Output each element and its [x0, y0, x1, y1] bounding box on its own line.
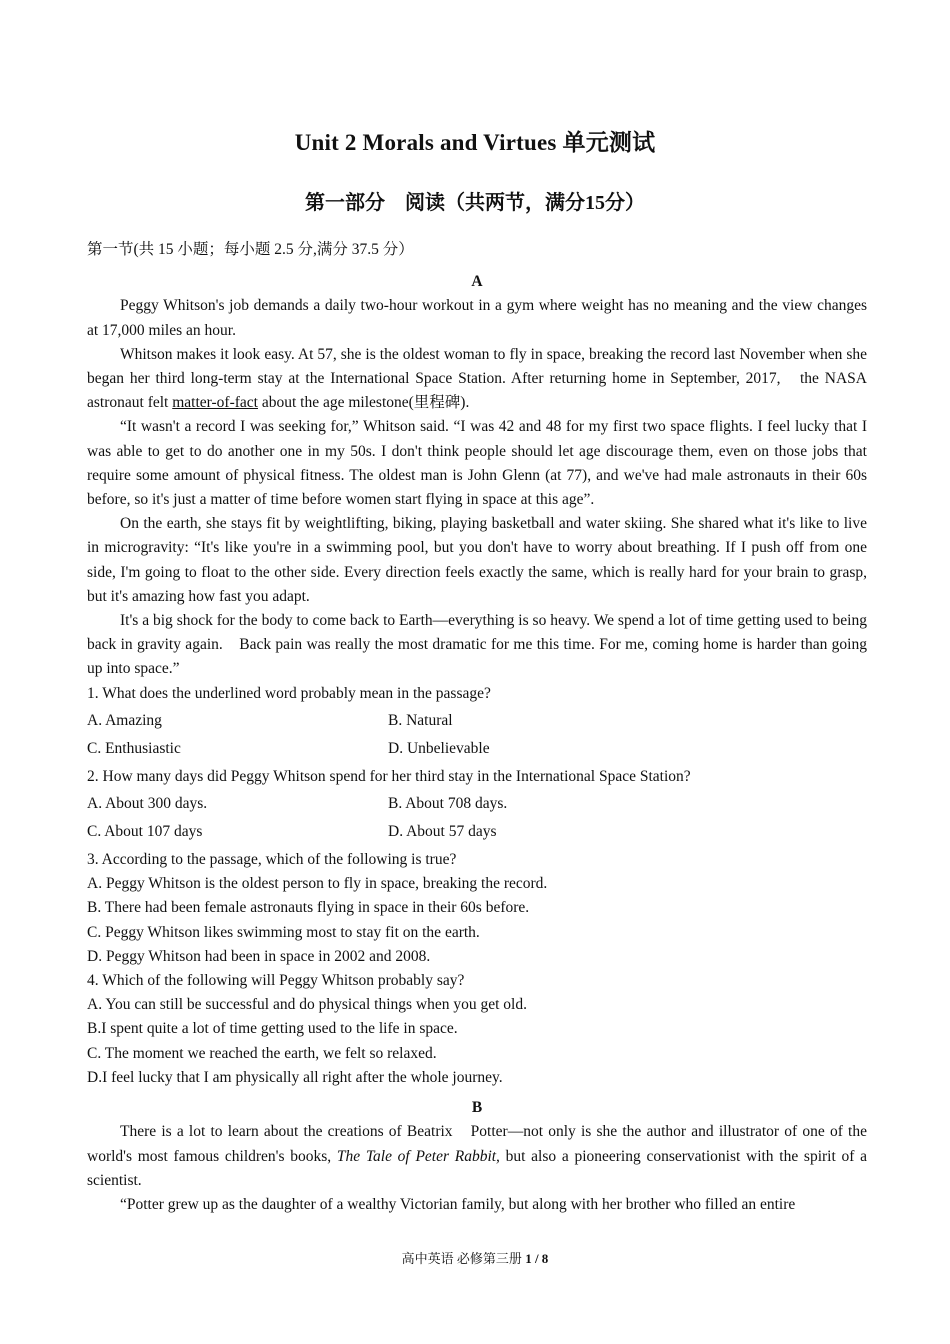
paragraph-text: Whitson makes it look easy. At 57, she is the oldest woman to fly in space, breaking the record last November when she began her third long-term stay at the International Space Station. After returning home in September, 2017, the NASA astronaut felt — [87, 345, 867, 412]
option-b: B. Natural — [388, 712, 453, 730]
passage-b-paragraph: “Potter grew up as the daughter of a wealthy Victorian family, but along with her brother who filled an entire — [120, 1195, 796, 1213]
passage-a-paragraph — [87, 343, 867, 416]
option-a: A. You can still be successful and do physical things when you get old. — [87, 996, 527, 1014]
option-row — [87, 709, 867, 734]
option-d: D. Unbelievable — [388, 740, 490, 758]
page-footer — [0, 1248, 950, 1267]
option-b: B. There had been female astronauts flying in space in their 60s before. — [87, 899, 530, 917]
option-c: C. About 107 days — [87, 823, 203, 841]
passage-a-paragraph: Peggy Whitson's job demands a daily two-hour workout in a gym where weight has no meaning and the view changes at 17,000 miles an hour. — [87, 297, 867, 339]
passage-a-paragraph: On the earth, she stays fit by weightlifting, biking, playing basketball and water skiing. She shared what it's like to live in microgravity: “It's like you're in a swimming pool, but you don't have to worry about breathing. If I push off from one side, I'm going to float to the other side. Every direction feels exactly the same, which is really hard for your brain to grasp, but it's amazing how fast you adapt. — [87, 515, 867, 605]
option-a: A. Amazing — [87, 712, 162, 730]
passage-a-paragraph: “It wasn't a record I was seeking for,” Whitson said. “I was 42 and 48 for my first two space flights. I feel lucky that I was able to get to do another one in my 50s. I don't think people should let age discourage them, even on those jobs that require some amount of physical fitness. The oldest man is John Glenn (at 77), and we've had male astronauts in their 60s before, so it's just a matter of time before women start flying in space at this age”. — [87, 418, 867, 509]
option-d: D. About 57 days — [388, 823, 497, 841]
passage-b-label: B — [471, 1099, 483, 1117]
paragraph-text: There is a lot to learn about the creations of Beatrix Potter—not only is she the author and illustrator of one of the world's most famous children's books, — [87, 1123, 867, 1165]
passage-a-label: A — [471, 273, 483, 291]
option-b: B. About 708 days. — [388, 795, 508, 813]
book-title: The Tale of Peter Rabbit, — [336, 1147, 500, 1165]
paragraph-text: about the age milestone(里程碑). — [257, 394, 470, 412]
option-row — [87, 792, 867, 817]
option-c: C. The moment we reached the earth, we felt so relaxed. — [87, 1044, 437, 1062]
document-body — [87, 238, 867, 1217]
document-title: Unit 2 Morals and Virtues 单元测试 — [294, 130, 656, 155]
option-c: C. Enthusiastic — [87, 740, 181, 758]
passage-a-paragraph: It's a big shock for the body to come back to Earth—everything is so heavy. We spend a lot of time getting used to being back in gravity again. Back pain was really the most dramatic for me this time. For me, coming home is harder than going up into space.” — [87, 612, 867, 678]
question-stem: 3. According to the passage, which of the following is true? — [87, 851, 457, 869]
option-row — [87, 737, 867, 762]
underlined-word: matter-of-fact — [172, 394, 258, 412]
question-stem: 2. How many days did Peggy Whitson spend for her third stay in the International Space Station? — [87, 767, 691, 785]
option-d: D.I feel lucky that I am physically all right after the whole journey. — [87, 1068, 503, 1086]
question-stem: 1. What does the underlined word probably mean in the passage? — [87, 684, 491, 702]
option-a: A. Peggy Whitson is the oldest person to fly in space, breaking the record. — [87, 875, 548, 893]
page-number: 1 / 8 — [525, 1251, 549, 1266]
section-label: 第一节(共 15 小题；每小题 2.5 分,满分 37.5 分） — [87, 241, 414, 258]
option-row — [87, 820, 867, 845]
footer-text: 高中英语 必修第三册 — [401, 1251, 526, 1266]
option-d: D. Peggy Whitson had been in space in 2002 and 2008. — [87, 947, 431, 965]
option-c: C. Peggy Whitson likes swimming most to stay fit on the earth. — [87, 923, 480, 941]
question-stem: 4. Which of the following will Peggy Whitson probably say? — [87, 972, 465, 990]
option-a: A. About 300 days. — [87, 795, 208, 813]
passage-b-paragraph — [87, 1120, 867, 1193]
part-title: 第一部分 阅读（共两节，满分15分） — [305, 192, 645, 214]
paragraph-text: but also a pioneering conservationist with the spirit of a scientist. — [87, 1147, 868, 1189]
option-b: B.I spent quite a lot of time getting used to the life in space. — [87, 1020, 458, 1038]
